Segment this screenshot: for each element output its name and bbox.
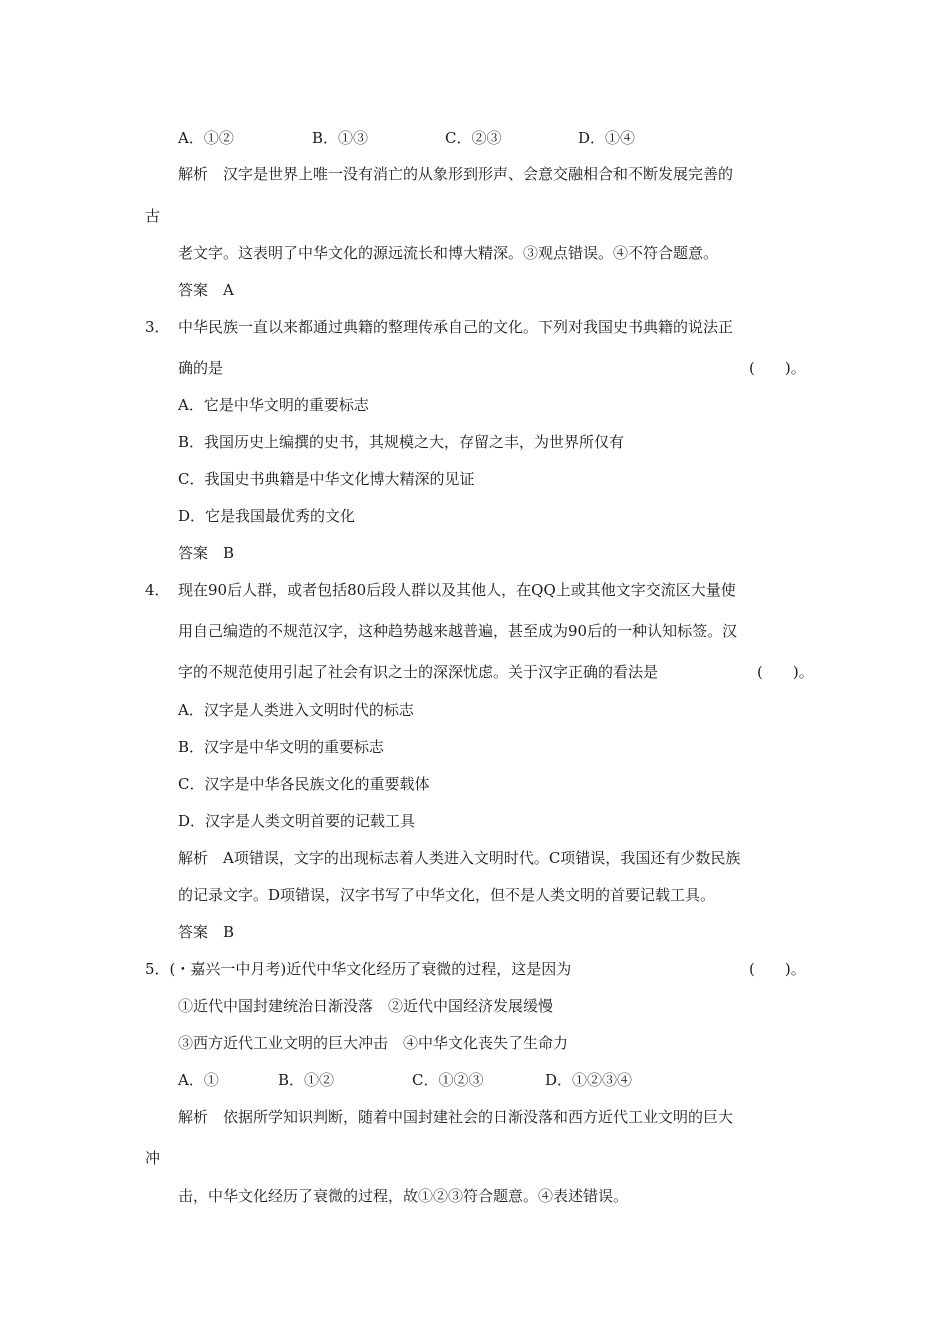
q4-stem-line2: 用自己编造的不规范汉字，这种趋势越来越普遍，甚至成为90后的一种认知标签。汉 xyxy=(178,622,738,640)
q4-analysis-line1: 解析 A项错误，文字的出现标志着人类进入文明时代。C项错误，我国还有少数民族 xyxy=(178,849,741,867)
q5-items-line1: ①近代中国封建统治日渐没落 ②近代中国经济发展缓慢 xyxy=(178,997,554,1015)
q5-option-c: C．①②③ xyxy=(412,1071,484,1089)
q2-answer: 答案 A xyxy=(178,281,234,299)
q2-option-a: A．①② xyxy=(178,129,234,147)
q3-number: 3． xyxy=(145,318,170,336)
q5-analysis-line1: 解析 依据所学知识判断，随着中国封建社会的日渐没落和西方近代工业文明的巨大 xyxy=(178,1108,734,1126)
q4-number: 4． xyxy=(145,581,170,599)
q4-option-a: A．汉字是人类进入文明时代的标志 xyxy=(178,701,414,719)
q4-answer: 答案 B xyxy=(178,923,235,941)
q5-option-a: A．① xyxy=(178,1071,219,1089)
q2-option-d: D．①④ xyxy=(578,129,636,147)
q2-analysis-line1: 解析 汉字是世界上唯一没有消亡的从象形到形声、会意交融相合和不断发展完善的 xyxy=(178,165,734,183)
q4-option-b: B．汉字是中华文明的重要标志 xyxy=(178,738,385,756)
q3-answer: 答案 B xyxy=(178,544,235,562)
q5-option-b: B．①② xyxy=(278,1071,335,1089)
q5-items-line2: ③西方近代工业文明的巨大冲击 ④中华文化丧失了生命力 xyxy=(178,1034,569,1052)
q3-option-b: B．我国历史上编撰的史书，其规模之大，存留之丰，为世界所仅有 xyxy=(178,433,625,451)
q5-option-d: D．①②③④ xyxy=(545,1071,633,1089)
q3-option-d: D．它是我国最优秀的文化 xyxy=(178,507,356,525)
q4-stem-line1: 现在90后人群，或者包括80后段人群以及其他人，在QQ上或其他文字交流区大量使 xyxy=(178,581,736,599)
q5-answer-blank: ( )。 xyxy=(749,960,806,978)
q3-stem-line2: 确的是 xyxy=(178,359,224,377)
q4-stem-line3: 字的不规范使用引起了社会有识之士的深深忧虑。关于汉字正确的看法是 xyxy=(178,663,659,681)
q4-answer-blank: ( )。 xyxy=(757,663,814,681)
q5-analysis-wrap: 冲 xyxy=(145,1149,161,1167)
q2-option-c: C．②③ xyxy=(445,129,502,147)
q5-stem: 5．(・嘉兴一中月考)近代中华文化经历了衰微的过程，这是因为 xyxy=(145,960,572,978)
q4-option-c: C．汉字是中华各民族文化的重要载体 xyxy=(178,775,430,793)
q3-option-c: C．我国史书典籍是中华文化博大精深的见证 xyxy=(178,470,475,488)
q3-answer-blank: ( )。 xyxy=(749,359,806,377)
q2-option-b: B．①③ xyxy=(312,129,369,147)
q2-analysis-wrap: 古 xyxy=(145,207,161,225)
q2-analysis-line2: 老文字。这表明了中华文化的源远流长和博大精深。③观点错误。④不符合题意。 xyxy=(178,244,719,262)
q4-option-d: D．汉字是人类文明首要的记载工具 xyxy=(178,812,416,830)
q5-analysis-line2: 击，中华文化经历了衰微的过程，故①②③符合题意。④表述错误。 xyxy=(178,1187,629,1205)
q3-option-a: A．它是中华文明的重要标志 xyxy=(178,396,369,414)
q4-analysis-line2: 的记录文字。D项错误，汉字书写了中华文化，但不是人类文明的首要记载工具。 xyxy=(178,886,716,904)
q3-stem-line1: 中华民族一直以来都通过典籍的整理传承自己的文化。下列对我国史书典籍的说法正 xyxy=(178,318,734,336)
